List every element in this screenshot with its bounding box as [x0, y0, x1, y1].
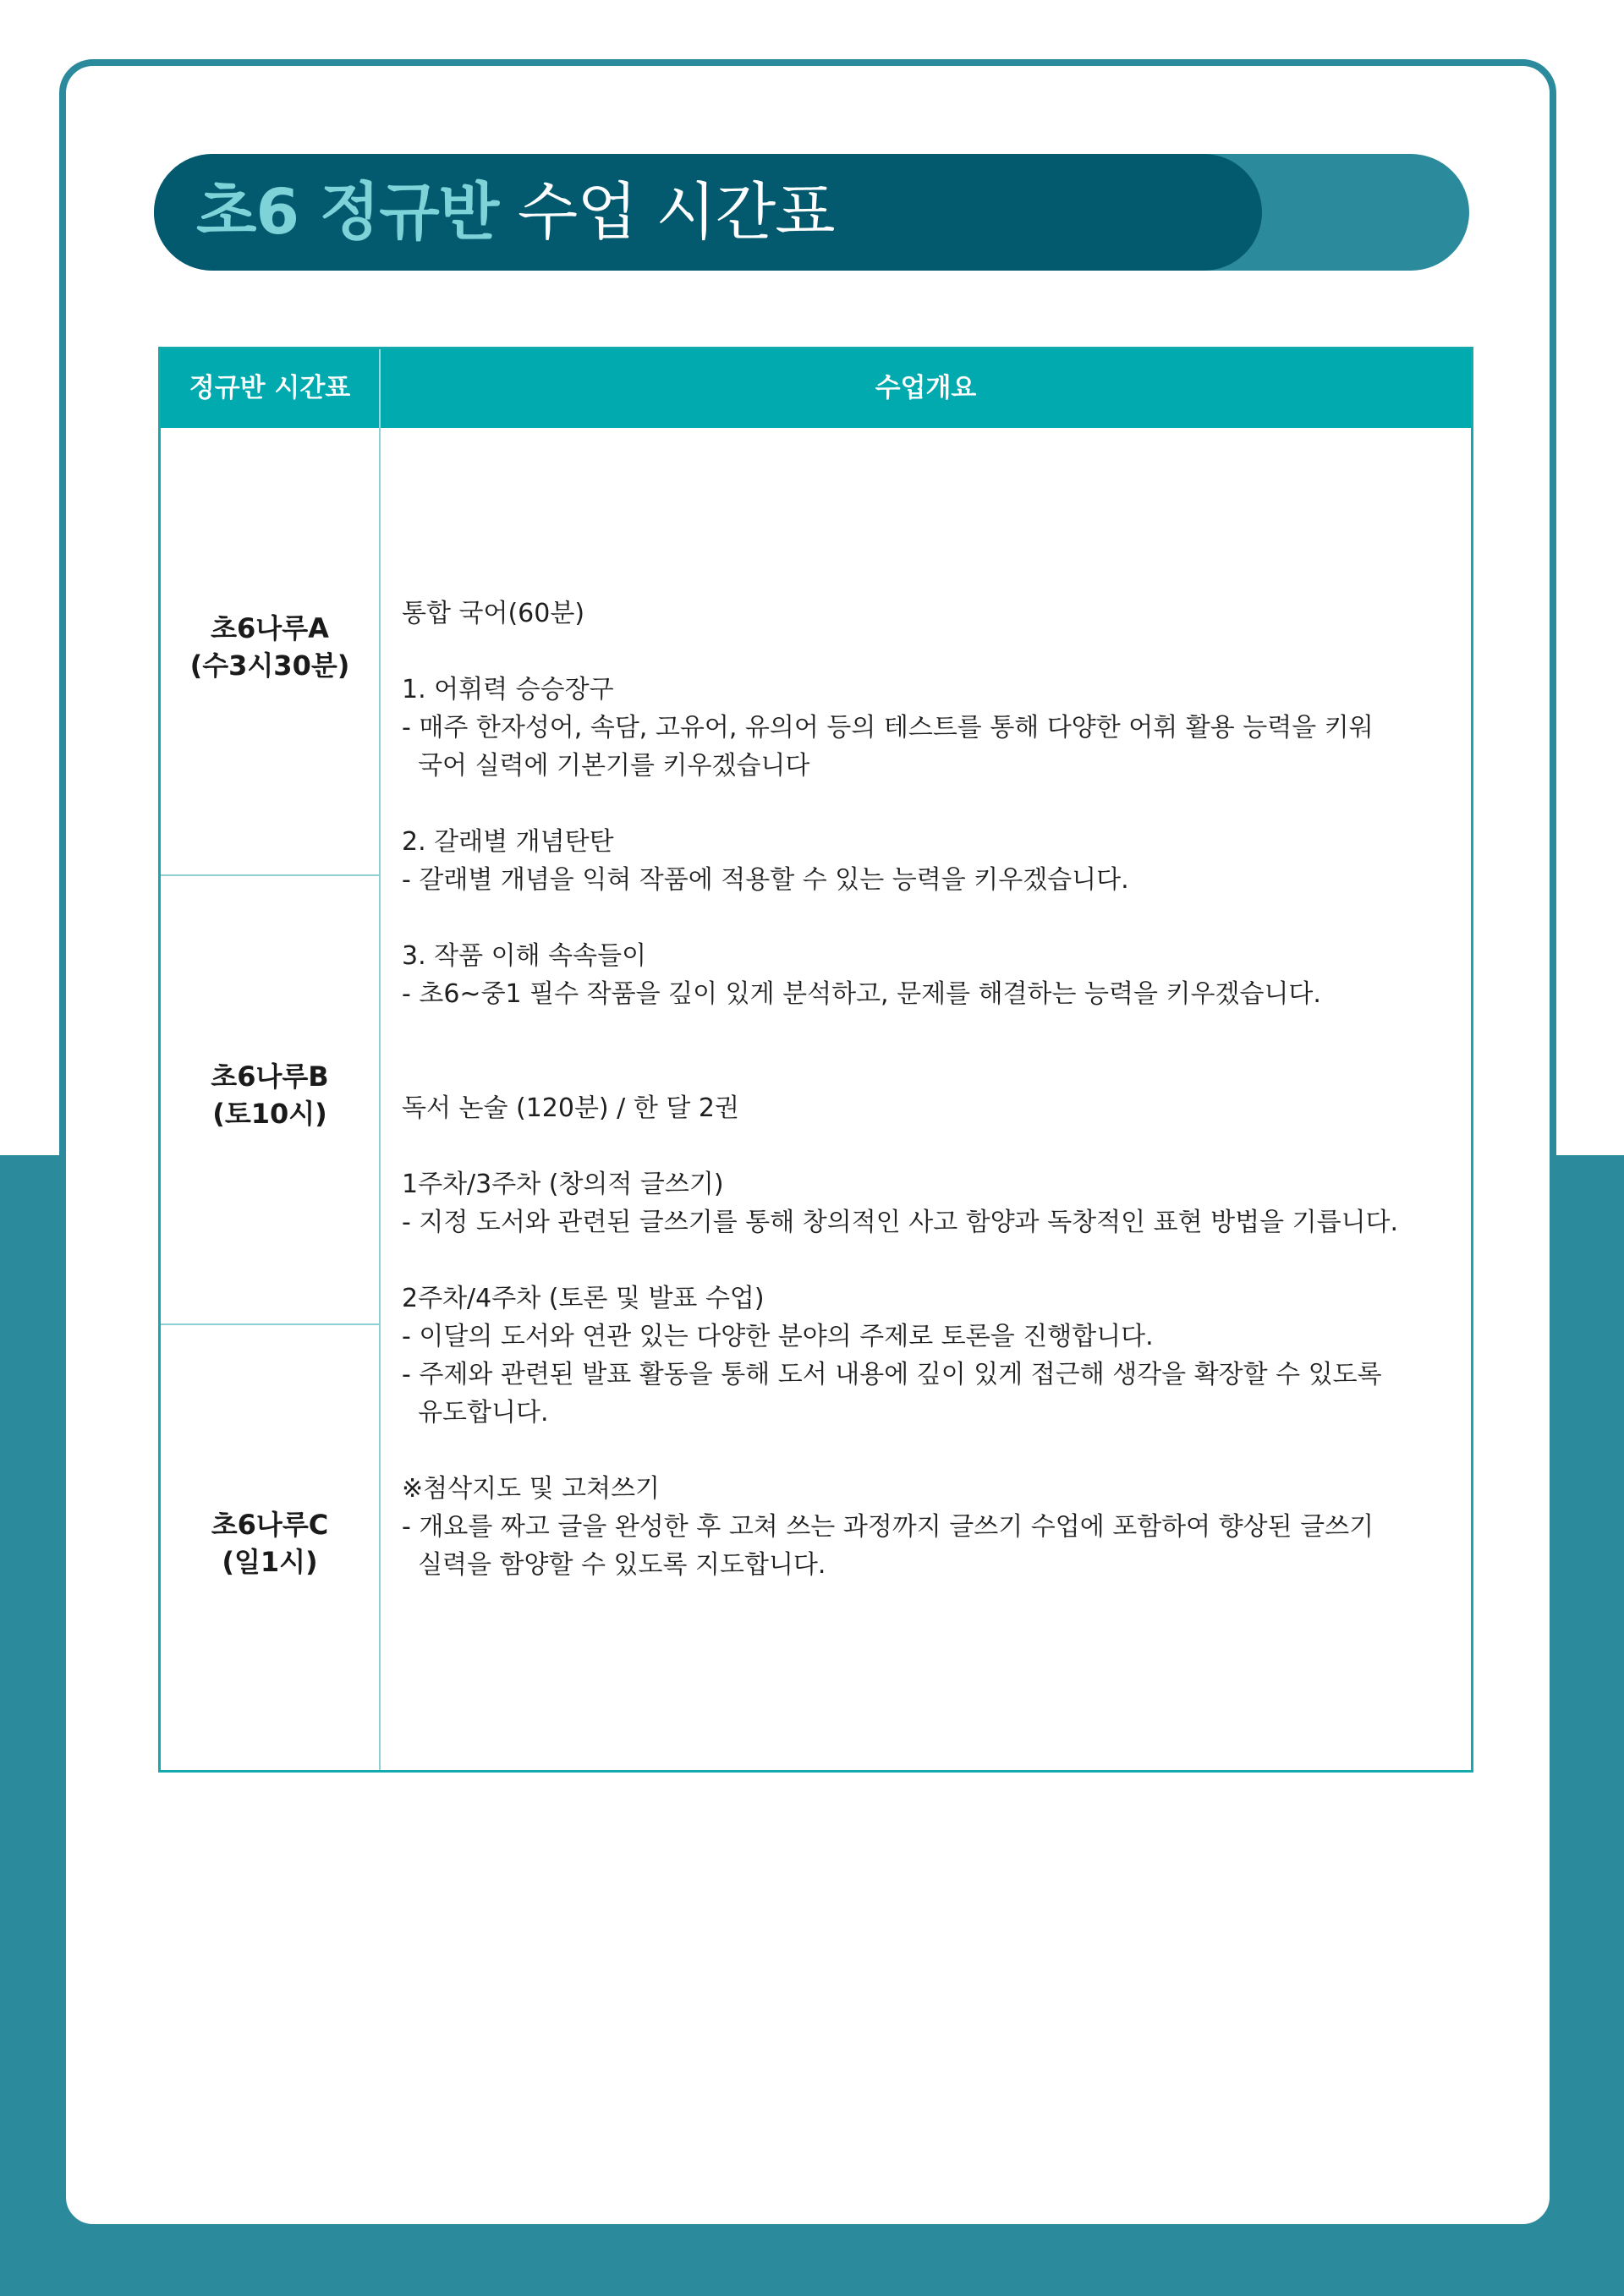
class-time: (토10시) [212, 1098, 327, 1130]
overview-line: 2. 갈래별 개념탄탄 [402, 827, 614, 857]
class-cell-c [161, 1506, 379, 1581]
row-divider [161, 1323, 379, 1325]
header-overview: 수업개요 [875, 373, 977, 403]
row-divider [161, 874, 379, 876]
class-name: 초6나루C [211, 1509, 329, 1541]
overview-line [402, 1432, 1451, 1470]
class-cell-b [161, 1058, 379, 1132]
overview-line: 통합 국어(60분) [402, 599, 585, 628]
title-banner [154, 154, 1469, 271]
overview-line [402, 785, 1451, 823]
overview-line [402, 1051, 1451, 1089]
class-name: 초6나루A [211, 612, 329, 644]
column-divider [379, 428, 381, 1770]
overview-line: 실력을 함양할 수 있도록 지도합니다. [402, 1550, 826, 1580]
overview-line: 1. 어휘력 승승장구 [402, 675, 614, 704]
title-rest: 수업 시간표 [517, 176, 835, 249]
overview-line [402, 899, 1451, 937]
overview-line: - 매주 한자성어, 속담, 고유어, 유의어 등의 테스트를 통해 다양한 어휘 활용 능력을 키워 [402, 713, 1374, 743]
class-time: (일1시) [222, 1546, 318, 1578]
overview-line: - 지정 도서와 관련된 글쓰기를 통해 창의적인 사고 함양과 독창적인 표현 방법을 기릅니다. [402, 1208, 1399, 1237]
class-time: (수3시30분) [189, 649, 350, 682]
overview-line: - 주제와 관련된 발표 활동을 통해 도서 내용에 깊이 있게 접근해 생각을 확장할 수 있도록 [402, 1360, 1382, 1389]
table-header [161, 349, 1471, 428]
overview-line: ※첨삭지도 및 고쳐쓰기 [402, 1474, 661, 1504]
page-title [196, 154, 835, 271]
overview-line [402, 1127, 1451, 1165]
overview-line [402, 1241, 1451, 1280]
overview-line: 1주차/3주차 (창의적 글쓰기) [402, 1170, 724, 1199]
overview-line [402, 1013, 1451, 1051]
overview-line: 국어 실력에 기본기를 키우겠습니다 [402, 751, 810, 781]
title-highlight: 초6 정규반 [196, 176, 499, 249]
overview-line: - 이달의 도서와 연관 있는 다양한 분야의 주제로 토론을 진행합니다. [402, 1322, 1154, 1351]
overview-line: 유도합니다. [402, 1398, 549, 1427]
overview-line: - 초6~중1 필수 작품을 깊이 있게 분석하고, 문제를 해결하는 능력을 키우겠습니다. [402, 979, 1321, 1009]
overview-line [402, 633, 1451, 671]
overview-line: 2주차/4주차 (토론 및 발표 수업) [402, 1284, 765, 1313]
schedule-table [158, 347, 1473, 1773]
class-cell-a [161, 610, 379, 684]
overview-line: - 갈래별 개념을 익혀 작품에 적용할 수 있는 능력을 키우겠습니다. [402, 865, 1129, 895]
header-schedule: 정규반 시간표 [189, 373, 351, 403]
overview-line: 독서 논술 (120분) / 한 달 2권 [402, 1093, 739, 1123]
class-name: 초6나루B [211, 1060, 329, 1093]
overview-line: 3. 작품 이해 속속들이 [402, 941, 647, 971]
overview-line: - 개요를 짜고 글을 완성한 후 고쳐 쓰는 과정까지 글쓰기 수업에 포함하여 향상된 글쓰기 [402, 1512, 1374, 1542]
overview-content [402, 595, 1451, 1584]
